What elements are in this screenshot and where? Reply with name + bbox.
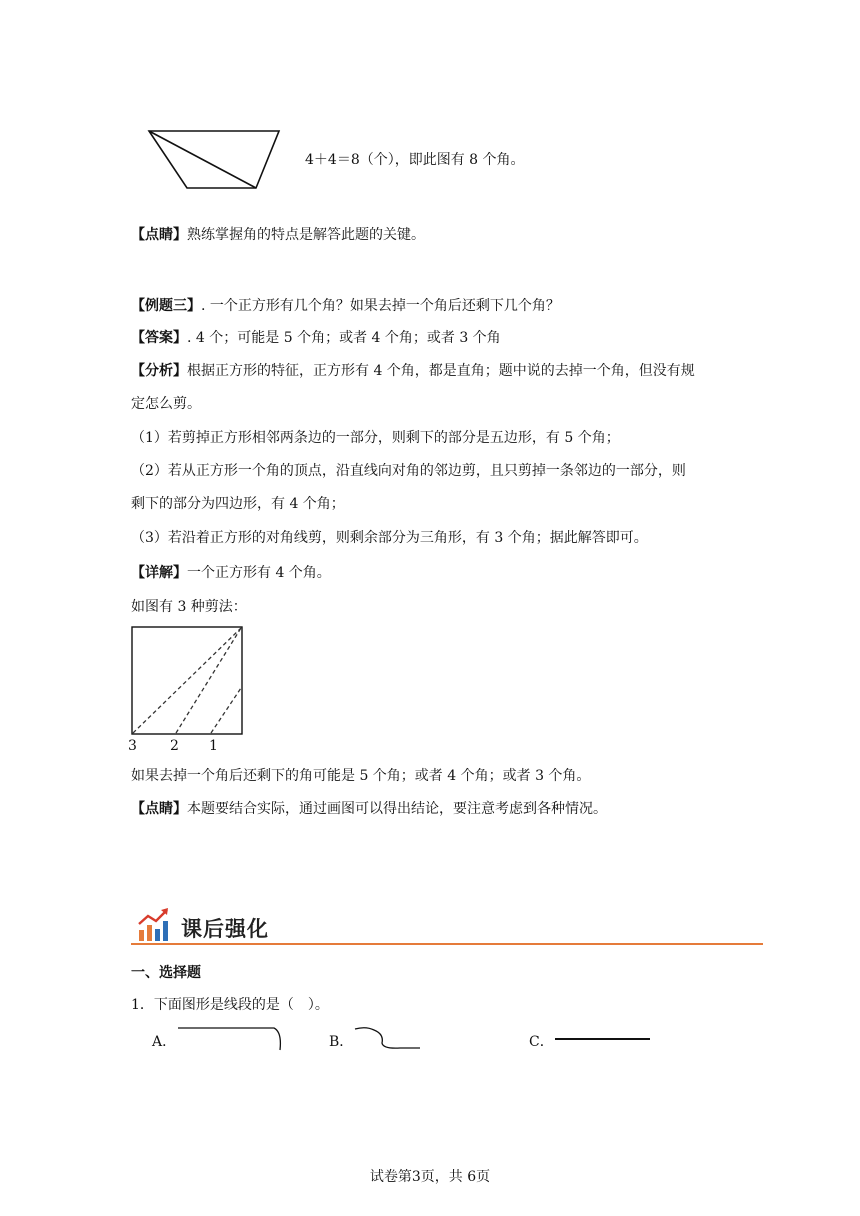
example-3-question-text: . 一个正方形有几个角？如果去掉一个角后还剩下几个角？ (201, 298, 560, 314)
example-3-answer (131, 328, 501, 348)
option-a-label: A． (152, 1034, 177, 1050)
case-2-line-2: 剩下的部分为四边形，有 4 个角； (131, 496, 345, 512)
figure-intro: 如图有 3 种剪法： (131, 599, 247, 615)
detail-tag: 【详解】 (131, 565, 187, 581)
analysis-text-1: 根据正方形的特征，正方形有 4 个角，都是直角；题中说的去掉一个角，但没有规 (187, 363, 695, 379)
dianjing-1 (131, 225, 425, 245)
option-b-label: B． (329, 1034, 354, 1050)
exercise-heading: 一、选择题 (131, 965, 201, 981)
dianjing-2-text: 本题要结合实际，通过画图可以得出结论，要注意考虑到各种情况。 (187, 801, 607, 817)
dianjing-2-tag: 【点睛】 (131, 801, 187, 817)
dianjing-1-tag: 【点睛】 (131, 227, 187, 243)
dianjing-2 (131, 799, 607, 819)
detail (131, 563, 331, 583)
cut-label-1: 1 (209, 738, 218, 754)
option-c-figure (553, 1034, 653, 1044)
detail-text: 一个正方形有 4 个角。 (187, 565, 331, 581)
answer-tag: 【答案】 (131, 330, 187, 346)
case-2-line-1: （2）若从正方形一个角的顶点，沿直线向对角的邻边剪，且只剪掉一条邻边的一部分，则 (131, 463, 686, 479)
cut-label-3: 3 (128, 738, 137, 754)
dianjing-1-text: 熟练掌握角的特点是解答此题的关键。 (187, 227, 425, 243)
analysis-line-2: 定怎么剪。 (131, 396, 201, 412)
page-footer: 试卷第3页，共 6页 (369, 1169, 491, 1185)
conclusion: 如果去掉一个角后还剩下的角可能是 5 个角；或者 4 个角；或者 3 个角。 (131, 768, 591, 784)
option-a-figure (176, 1022, 286, 1052)
analysis-tag: 【分析】 (131, 363, 187, 379)
bar-chart-arrow-icon (137, 907, 173, 943)
answer-text: . 4 个；可能是 5 个角；或者 4 个角；或者 3 个角 (187, 330, 501, 346)
case-1: （1）若剪掉正方形相邻两条边的一部分，则剩下的部分是五边形，有 5 个角； (131, 430, 620, 446)
trapezoid-caption: 4＋4＝8（个），即此图有 8 个角。 (305, 152, 525, 168)
trapezoid-figure (148, 130, 288, 190)
example-3-tag: 【例题三】 (131, 298, 201, 314)
section-divider (131, 943, 763, 945)
case-3: （3）若沿着正方形的对角线剪，则剩余部分为三角形，有 3 个角；据此解答即可。 (131, 530, 648, 546)
analysis-line-1 (131, 361, 695, 381)
option-b-figure (352, 1024, 424, 1054)
example-3-question (131, 296, 560, 316)
section-title: 课后强化 (181, 917, 269, 941)
option-c-label: C． (529, 1034, 554, 1050)
square-cut-figure (131, 626, 246, 736)
question-1: 1．下面图形是线段的是（ ）。 (131, 997, 329, 1013)
cut-label-2: 2 (170, 738, 179, 754)
